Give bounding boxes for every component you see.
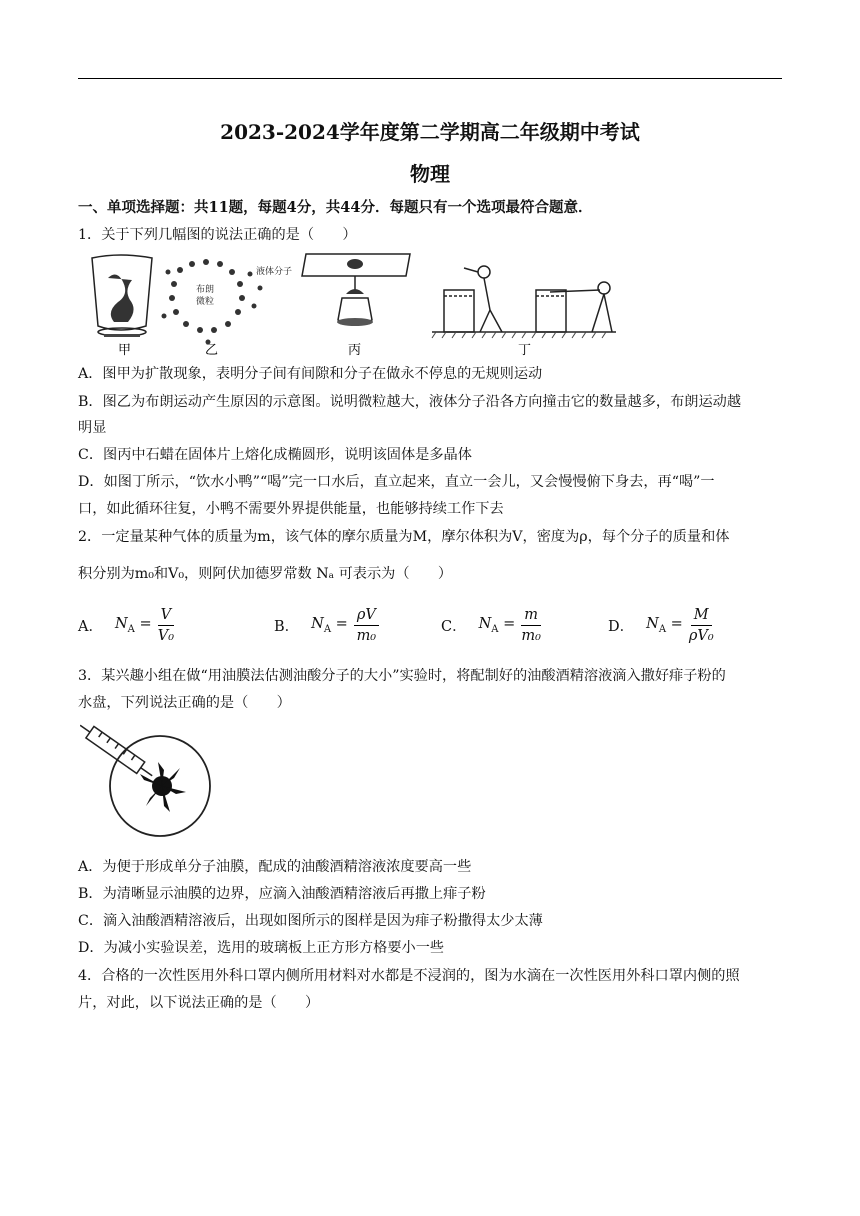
q3-stem-line1: 3．某兴趣小组在做“用油膜法估测油酸分子的大小”实验时，将配制好的油酸酒精溶液滴入撒好痱子粉的 xyxy=(78,668,726,684)
q3-stem-line2: 水盘，下列说法正确的是（ ） xyxy=(78,695,291,711)
brownian-particle-label-2: 微粒 xyxy=(196,297,215,307)
formula-lhs: $N_A$ = xyxy=(478,616,516,635)
q4-stem-line2: 片，对此，以下说法正确的是（ ） xyxy=(78,995,320,1011)
q3-oil-film-figure xyxy=(80,722,220,842)
q1-option-c: C．图丙中石蜡在固体片上熔化成椭圆形，说明该固体是多晶体 xyxy=(78,447,472,463)
q1-stem: 1．关于下列几幅图的说法正确的是（ ） xyxy=(78,227,357,243)
figure-jia-beaker xyxy=(92,255,152,337)
header-rule xyxy=(78,78,782,79)
q4-stem-line1: 4．合格的一次性医用外科口罩内侧所用材料对水都是不浸润的，图为水滴在一次性医用外科口罩内侧的照 xyxy=(78,968,740,984)
exam-title: 2023-2024学年度第二学期高二年级期中考试 xyxy=(220,120,640,144)
q3-option-d: D．为减小实验误差，选用的玻璃板上正方形方格要小一些 xyxy=(78,940,445,956)
q3-option-b: B．为清晰显示油膜的边界，应滴入油酸酒精溶液后再撒上痱子粉 xyxy=(78,886,486,902)
q3-option-c: C．滴入油酸酒精溶液后，出现如图所示的图样是因为痱子粉撒得太少太薄 xyxy=(78,913,543,929)
q2-option-d xyxy=(608,606,714,645)
formula-fraction: $\frac{M}{\text{ρV₀}}$ xyxy=(688,607,714,644)
q1-figure xyxy=(80,250,620,360)
formula-fraction: $\frac{m}{\text{m₀}}$ xyxy=(521,607,541,644)
figure-label-bing: 丙 xyxy=(348,343,362,358)
q2-option-b xyxy=(274,606,379,645)
q2-option-c xyxy=(441,606,541,645)
q1-option-d-cont: 口，如此循环往复，小鸭不需要外界提供能量，也能够持续工作下去 xyxy=(78,501,504,517)
figure-bing-plate xyxy=(302,254,410,326)
option-letter: B． xyxy=(274,619,300,635)
option-letter: D． xyxy=(608,619,635,635)
figure-label-ding: 丁 xyxy=(518,343,532,358)
figure-ding-drinking-bird xyxy=(432,266,616,332)
q1-option-a: A．图甲为扩散现象，表明分子间有间隙和分子在做永不停息的无规则运动 xyxy=(78,366,543,382)
q1-option-b: B．图乙为布朗运动产生原因的示意图。说明微粒越大，液体分子沿各方向撞击它的数量越多，布朗运动越 xyxy=(78,394,742,410)
subject-title: 物理 xyxy=(410,162,450,186)
option-letter: C． xyxy=(441,619,467,635)
section-heading: 一、单项选择题：共11题，每题4分，共44分．每题只有一个选项最符合题意． xyxy=(78,199,593,216)
figure-label-jia: 甲 xyxy=(118,343,132,358)
q2-stem-line2: 积分别为m₀和V₀，则阿伏加德罗常数 Nₐ 可表示为（ ） xyxy=(78,566,453,582)
formula-lhs: $N_A$ = xyxy=(311,616,348,635)
oil-stain xyxy=(140,762,186,812)
formula-fraction: $\frac{V}{\text{V₀}}$ xyxy=(157,607,175,644)
q2-stem-line1: 2．一定量某种气体的质量为m，该气体的摩尔质量为M，摩尔体积为V，密度为ρ，每个分子的质量和体 xyxy=(78,529,730,545)
option-letter: A． xyxy=(78,619,103,635)
q3-option-a: A．为便于形成单分子油膜，配成的油酸酒精溶液浓度要高一些 xyxy=(78,859,472,875)
q1-option-b-cont: 明显 xyxy=(78,420,107,436)
figure-label-yi: 乙 xyxy=(205,343,219,358)
liquid-molecule-label: 液体分子 xyxy=(256,267,293,277)
formula-lhs: $N_A$ = xyxy=(114,616,152,635)
q1-option-d: D．如图丁所示，“饮水小鸭”“喝”完一口水后，直立起来，直立一会儿，又会慢慢俯下身去，再“喝”一 xyxy=(78,474,715,490)
formula-fraction: $\frac{\rho V}{\text{m₀}}$ xyxy=(354,606,379,645)
formula-lhs: $N_A$ = xyxy=(646,616,683,635)
q2-option-a xyxy=(78,606,174,645)
brownian-particle-label-1: 布朗 xyxy=(196,285,215,295)
